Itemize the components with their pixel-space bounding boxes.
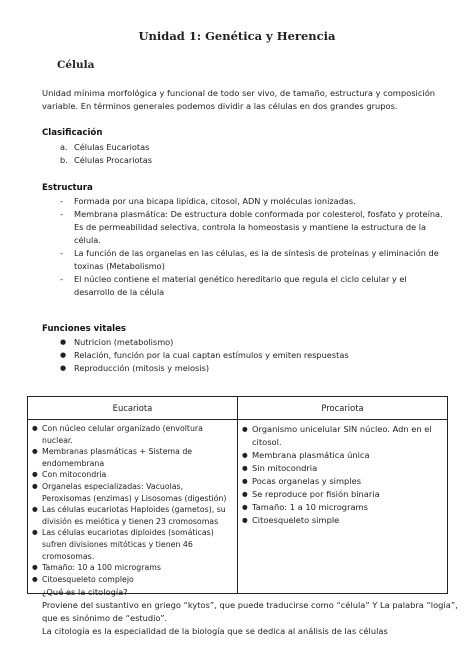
list-item-line: toxinas (Metabolismo) — [74, 261, 165, 271]
funciones-list — [60, 336, 440, 375]
list-item: ● Se reproduce por fisión binaria — [242, 488, 443, 501]
list-item: ● Con núcleo celular organizado (envoltura nuclear. — [32, 423, 233, 446]
list-marker: b. — [60, 155, 68, 165]
list-item-text: Relación, función por la cual captan estímulos y emiten respuestas — [74, 350, 349, 360]
section-subtitle: Célula — [57, 59, 95, 71]
list-item — [60, 195, 440, 208]
list-marker: - — [60, 274, 63, 284]
table-row — [28, 420, 448, 594]
list-item: ● Sin mitocondria — [242, 462, 443, 475]
list-item-line: Es de permeabilidad selectiva, controla la homeostasis y mantiene la estructura de la — [74, 222, 427, 232]
list-item — [60, 349, 440, 362]
estructura-heading: Estructura — [42, 183, 93, 193]
intro-line: Unidad mínima morfológica y funcional de todo ser vivo, de tamaño, estructura y composición — [42, 88, 436, 98]
citologia-paragraph — [42, 586, 458, 638]
paragraph-line: La citología es la especialidad de la biología que se dedica al análisis de las células — [42, 626, 388, 636]
table-header-row — [28, 397, 448, 420]
clasificacion-list — [60, 141, 440, 167]
comparison-table — [27, 396, 448, 594]
list-item: ● Membrana plasmática única — [242, 449, 443, 462]
list-item — [60, 141, 440, 154]
list-item — [60, 154, 440, 167]
list-marker: - — [60, 196, 63, 206]
list-item: ● Organelas especializadas: Vacuolas, Peroxisomas (enzimas) y Lisosomas (digestión) — [32, 481, 233, 504]
list-marker: a. — [60, 142, 68, 152]
list-item: ● Pocas organelas y simples — [242, 475, 443, 488]
list-item-line: El núcleo contiene el material genético hereditario que regula el ciclo celular y el — [74, 274, 407, 284]
clasificacion-heading: Clasificación — [42, 128, 103, 138]
paragraph-line: que es sinónimo de “estudio”. — [42, 613, 168, 623]
eucariota-cell — [28, 420, 238, 594]
list-item — [60, 273, 440, 299]
list-item: ● Citoesqueleto complejo — [32, 574, 233, 586]
procariota-cell — [238, 420, 448, 594]
list-item-text: Nutricion (metabolismo) — [74, 337, 174, 347]
citologia-question: ¿Qué es la citología? — [42, 587, 128, 597]
procariota-list — [242, 423, 443, 527]
list-item — [60, 247, 440, 273]
paragraph-line: Proviene del sustantivo en griego “kytos”, que puede traducirse como “célula” Y La palabra “logía”, — [42, 600, 458, 610]
bullet-icon: ● — [60, 351, 67, 359]
list-item-line: Membrana plasmática: De estructura doble conformada por colesterol, fosfato y proteína. — [74, 209, 443, 219]
intro-paragraph — [42, 87, 437, 113]
intro-line: variable. En términos generales podemos dividir a las células en dos grandes grupos. — [42, 101, 398, 111]
list-item-line: célula. — [74, 235, 101, 245]
column-header-eucariota: Eucariota — [28, 397, 238, 420]
column-header-procariota: Procariota — [238, 397, 448, 420]
list-item: ● Las células eucariotas Haploides (gametos), su división es meiótica y tienen 23 cromosomas — [32, 504, 233, 527]
list-item — [60, 362, 440, 375]
list-item: ● Tamaño: 10 a 100 micrograms — [32, 562, 233, 574]
list-item: ● Con mitocondria — [32, 469, 233, 481]
list-item-text: Reproducción (mitosis y meiosis) — [74, 363, 210, 373]
list-item-line: La función de las organelas en las células, es la de síntesis de proteínas y eliminación de — [74, 248, 439, 258]
list-item-text: Células Procariotas — [74, 155, 153, 165]
estructura-list — [60, 195, 443, 299]
list-item: ● Citoesqueleto simple — [242, 514, 443, 527]
list-marker: - — [60, 248, 63, 258]
list-item-line: Formada por una bicapa lipídica, citosol, ADN y moléculas ionizadas. — [74, 196, 356, 206]
list-item-text: Células Eucariotas — [74, 142, 150, 152]
list-marker: - — [60, 209, 63, 219]
list-item: ● Las células eucariotas diploides (somáticas) sufren divisiones mitóticas y tienen 46 cromosomas. — [32, 527, 233, 562]
eucariota-list — [32, 423, 233, 585]
document-title: Unidad 1: Genética y Herencia — [138, 29, 336, 43]
list-item-line: desarrollo de la célula — [74, 287, 165, 297]
list-item: ● Membranas plasmáticas + Sistema de endomembrana — [32, 446, 233, 469]
list-item: ● Tamaño: 1 a 10 micrograms — [242, 501, 443, 514]
bullet-icon: ● — [60, 338, 67, 346]
funciones-heading: Funciones vitales — [42, 324, 127, 334]
list-item — [60, 208, 443, 247]
list-item — [60, 336, 440, 349]
list-item: ● Organismo unicelular SIN núcleo. Adn en el citosol. — [242, 423, 443, 449]
bullet-icon: ● — [60, 364, 67, 372]
